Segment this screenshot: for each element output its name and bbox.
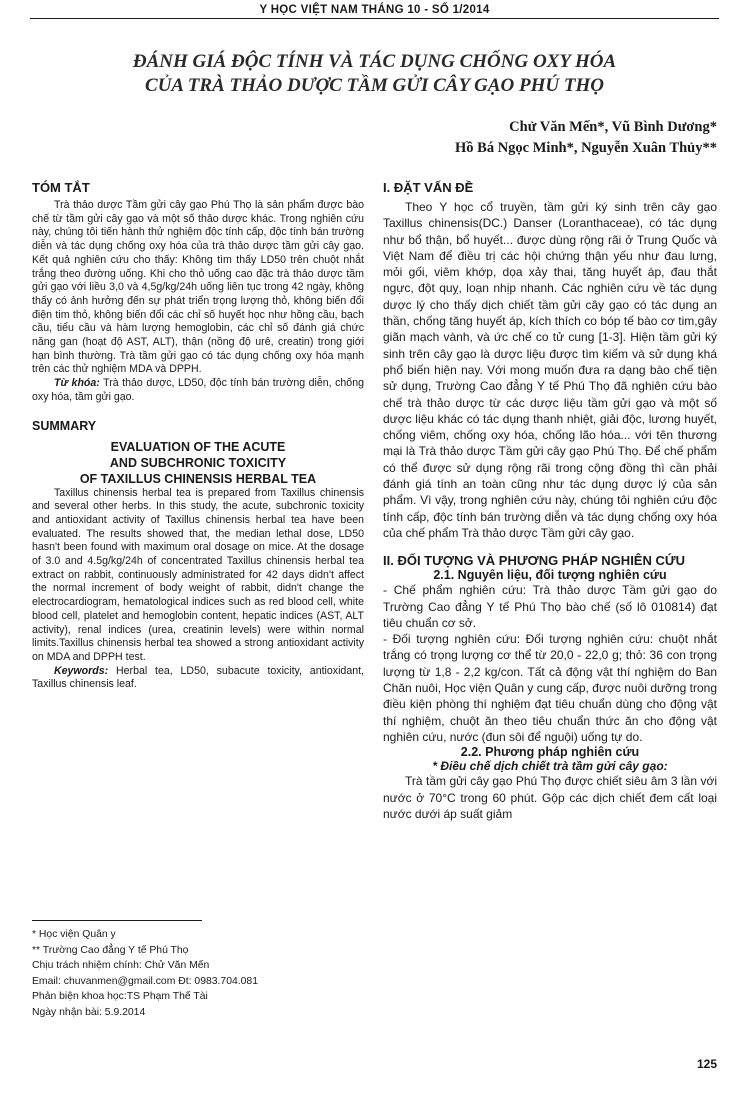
footnote-affiliation-1: * Học viện Quân y	[32, 929, 116, 940]
page-number: 125	[696, 1057, 717, 1071]
footnotes	[32, 920, 364, 1020]
section2-extraction: Trà tầm gửi cây gạo Phú Thọ được chiết siêu âm 3 lần với nước ở 70°C trong 60 phút. Gộp các dịch chiết đem cất loại nước dưới áp suất giảm	[383, 774, 717, 821]
authors-line-1: Chử Văn Mến*, Vũ Bình Dương*	[509, 119, 717, 135]
footnote-received-date: Ngày nhận bài: 5.9.2014	[32, 1006, 146, 1018]
footnote-corresponding: Chịu trách nhiệm chính: Chử Văn Mến	[32, 960, 210, 971]
summary-title-line-2: AND SUBCHRONIC TOXICITY	[109, 455, 287, 470]
title-line-2: CỦA TRÀ THẢO DƯỢC TẦM GỬI CÂY GẠO PHÚ THỌ	[145, 75, 604, 96]
section2-sub2: 2.2. Phương pháp nghiên cứu	[460, 745, 640, 760]
summary-title-line-3: OF TAXILLUS CHINENSIS HERBAL TEA	[79, 471, 317, 486]
section2-sub3: * Điều chế dịch chiết trà tầm gửi cây gạo:	[432, 759, 668, 774]
left-column	[32, 180, 364, 692]
keywords-vi-label: Từ khóa:	[54, 377, 100, 390]
article-title	[30, 50, 719, 98]
summary-keywords	[32, 665, 364, 692]
summary-body: Taxillus chinensis herbal tea is prepared from Taxillus chinensis and several other herbs. In this study, the acute, subchronic toxicity and antioxidant activity of Taxillus chinensis herbal tea have been evaluated. The results showed that, the median lethal dose, LD50 hasn't been found with maximum oral dosage on mice. At the dosage of 3.0 and 4.5g/kg/24h of concentrated Taxillus chinensis herbal tea extract on rabbit, continuously administrated for 42 days didn't affect the normal increment of body weight of rabbit, didn't change the electrocardiogram, hematological indices such as red blood cell, white blood cell, platelet and hemoglobin content, hepatic indices (AST, ALT activity), renal indices (urea, creatinin levels) were within normal limits.Taxillus chinensis herbal tea showed a strong antioxidant activity on MDA and DPPH test.	[32, 486, 364, 663]
section2-heading: II. ĐỐI TƯỢNG VÀ PHƯƠNG PHÁP NGHIÊN CỨU	[383, 553, 686, 569]
journal-header: Y HỌC VIỆT NAM THÁNG 10 - SỐ 1/2014	[30, 4, 719, 19]
section1-heading: I. ĐẶT VẤN ĐỀ	[383, 180, 474, 195]
right-column	[383, 180, 717, 822]
footnote-divider	[32, 920, 202, 921]
section2-materials: - Chế phẩm nghiên cứu: Trà thảo dược Tầm gửi gạo do Trường Cao đẳng Y tế Phú Thọ bào chế (số lô 010814) đạt tiêu chuẩn cơ sở.	[383, 583, 717, 630]
authors-line-2: Hồ Bá Ngọc Minh*, Nguyễn Xuân Thủy**	[455, 140, 717, 156]
footnote-email: Email: chuvanmen@gmail.com Đt: 0983.704.081	[32, 975, 258, 987]
section1-body: Theo Y học cổ truyền, tầm gửi ký sinh trên cây gạo Taxillus chinensis(DC.) Danser (Loranthaceae), có tác dụng như bổ thận, bổ huyết... được dùng rộng rãi ở Trung Quốc và Việt Nam để điều trị các hội chứng thận yếu như đau lưng, mỏi gối, viêm khớp, dọa xảy thai, tăng huyết áp, đau thắt ngực, đột quỵ, loạn nhịp nhanh. Các nghiên cứu về tác dụng dược lý cho thấy dịch chiết tầm gửi cây gạo có tác dụng an thần, chống tăng huyết áp, kích thích co bóp tế bào cơ tim,gây giãn mạch vành, và ức chế co tử cung [1-3]. Hiện tầm gửi ký sinh trên cây gạo là dược liệu được tìm kiếm và sử dụng khá phổ biến hiện nay. Với mong muốn đưa ra dạng bào chế tiện sử dụng, Trường Cao đẳng Y tế Phú Thọ đã nghiên cứu bào chế trà thảo dược từ các dược liệu tầm gửi gạo và một số dược liệu khác có tác dụng thanh nhiệt, giải độc, lương huyết, chống viêm, chống oxy hóa, chống lão hóa... với tên thương mại là Trà thảo dược Tầm gửi cây gạo Phú Thọ. Để chế phẩm có thể được sử dụng rộng rãi trong cộng đồng thì cần phải đánh giá tính an toàn cũng như tác dụng dược lý của sản phẩm. Vì vậy, trong nghiên cứu này, chúng tôi nghiên cứu độc tính cấp, độc tính bán trường diễn và tác dụng chống oxy hóa của chế phẩm Trà thảo dược Tầm gửi cây gạo.	[383, 200, 717, 540]
section2-subjects: - Đối tượng nghiên cứu: Đối tượng nghiên cứu: chuột nhắt trắng có trọng lượng cơ thể từ 20,0 - 22,0 g; thỏ: 36 con trọng lượng từ 1,8 - 2,2 kg/con. Tất cả động vật thí nghiệm do Ban Chăn nuôi, Học viện Quân y cung cấp, được nuôi dưỡng trong điều kiện phòng thí nghiệm đạt tiêu chuẩn dùng cho động vật thí nghiệm, chuột ăn theo tiêu chuẩn thức ăn cho động vật nghiên cứu, nước (đun sôi để nguội) uống tự do.	[383, 632, 717, 744]
footnote-reviewer: Phản biện khoa học:TS Phạm Thế Tài	[32, 991, 208, 1002]
title-line-1: ĐÁNH GIÁ ĐỘC TÍNH VÀ TÁC DỤNG CHỐNG OXY HÓA	[132, 51, 617, 72]
summary-title-line-1: EVALUATION OF THE ACUTE	[110, 439, 286, 454]
abstract-vi-body: Trà thảo dược Tầm gửi cây gạo Phú Thọ là sản phẩm được bào chế từ tầm gửi cây gạo và một số thảo dược khác. Trong nghiên cứu này, chúng tôi tiến hành thử nghiệm độc tính cấp, độc tính bán trường diễn và tác dụng chống oxy hóa của trà thảo dược tầm gửi cây gạo. Kết quả nghiên cứu cho thấy: Không tìm thấy LD50 trên chuột nhắt trắng theo đường uống. Khi cho thỏ uống cao đặc trà thảo dược tầm gửi gạo với liều 3,0 và 4,5g/kg/24h uống liên tục trong 42 ngày, không thấy có ảnh hưởng đến sự phát triển trọng lượng thỏ, không biến đổi điện tim thỏ, không biến đổi các chỉ số huyết học như hồng cầu, bạch cầu, tiểu cầu và hàm lượng hemoglobin, các chỉ số đánh giá chức năng gan (hoạt độ AST, ALT), thận (nồng độ urê, creatin) trong giới hạn bình thường. Trà tầm gửi gạo có tác dụng chống oxy hóa mạnh trên các thử nghiệm MDA và DPPH.	[32, 199, 364, 376]
abstract-vi-keywords	[32, 377, 364, 404]
keywords-vi-text: Trà thảo dược, LD50, độc tính bán trường diễn, chống oxy hóa, tầm gửi gạo.	[32, 377, 364, 403]
keywords-en-text: Herbal tea, LD50, subacute toxicity, antioxidant, Taxillus chinensis leaf.	[32, 664, 364, 691]
section2-sub1: 2.1. Nguyên liệu, đối tượng nghiên cứu	[433, 568, 667, 583]
summary-heading: SUMMARY	[32, 418, 97, 433]
authors	[455, 117, 717, 159]
footnote-affiliation-2: ** Trường Cao đẳng Y tế Phú Thọ	[32, 944, 189, 956]
keywords-en-label: Keywords:	[54, 664, 109, 677]
abstract-vi-heading: TÓM TẮT	[32, 180, 90, 195]
